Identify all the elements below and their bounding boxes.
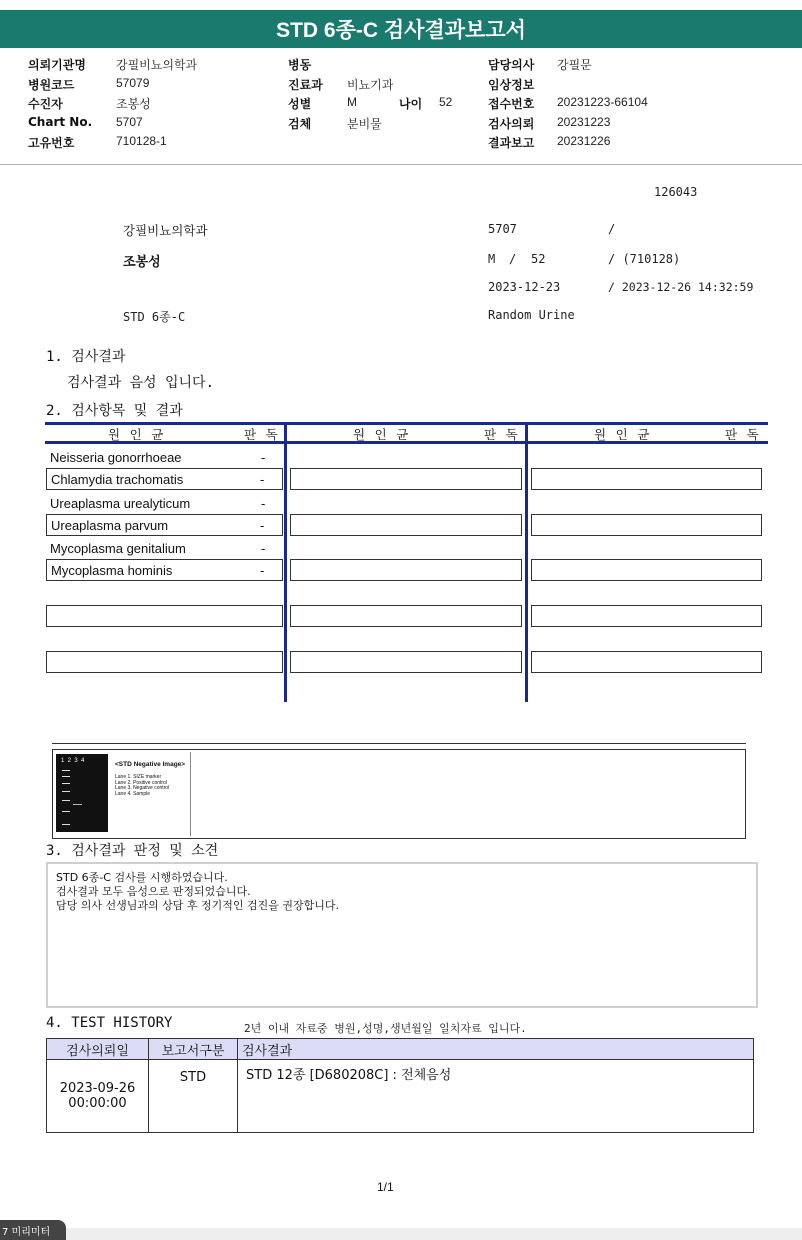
report-test-name: STD 6종-C	[123, 310, 186, 324]
value-doctor: 강필문	[557, 58, 592, 72]
report-hospital: 강필비뇨의학과	[123, 223, 208, 238]
label-institution: 의뢰기관명	[28, 58, 86, 72]
col3-organism-header: 원 인 균	[594, 427, 651, 442]
gel-image-divider	[190, 752, 191, 836]
gel-band	[73, 804, 82, 805]
gel-band	[62, 824, 70, 825]
section2-title: 2. 검사항목 및 결과	[46, 403, 183, 419]
gel-band	[62, 811, 70, 812]
report-chart-slash: /	[608, 222, 616, 236]
col3-judge-header: 판 독	[725, 427, 760, 442]
organism-result: -	[261, 540, 266, 556]
value-institution: 강필비뇨의학과	[116, 58, 198, 72]
value-unique-no: 710128-1	[116, 134, 167, 148]
comment-box	[46, 862, 758, 1008]
result-row	[46, 492, 283, 514]
value-department: 비뇨기과	[347, 77, 394, 92]
organism-name: Chlamydia trachomatis	[51, 471, 184, 487]
value-age: 52	[439, 95, 453, 109]
col2-judge-header: 판 독	[484, 427, 519, 442]
gel-band	[62, 783, 70, 784]
value-request-date: 20231223	[557, 114, 611, 129]
gel-legend-item: Lane 4. Sample	[115, 790, 151, 797]
empty-result-cell	[531, 468, 762, 490]
value-hospital-code: 57079	[116, 75, 150, 90]
value-chart-no: 5707	[116, 114, 143, 129]
label-request-date: 검사의뢰	[488, 116, 535, 131]
empty-result-cell	[531, 559, 762, 581]
preview-tab-label: 7 미리미터	[2, 1226, 51, 1238]
history-result: STD 12종 [D680208C] : 전체음성	[238, 1060, 754, 1133]
report-patient: 조봉성	[123, 255, 161, 270]
history-col-result: 검사결과	[238, 1039, 754, 1060]
gel-band	[62, 791, 70, 792]
gel-band	[62, 770, 70, 771]
gel-lane-numbers: 1 2 3 4	[61, 758, 85, 764]
history-table	[46, 1038, 754, 1133]
label-clinical-info: 임상정보	[488, 77, 535, 92]
label-department: 진료과	[288, 77, 323, 92]
result-row	[46, 559, 283, 581]
report-title-bar	[0, 10, 802, 48]
empty-result-cell	[531, 605, 762, 627]
report-number: 126043	[654, 185, 698, 199]
value-report-date: 20231226	[557, 134, 611, 148]
empty-result-cell	[290, 559, 522, 581]
col2-organism-header: 원 인 균	[353, 427, 410, 442]
gel-legend-item: Lane 2. Positive control	[115, 779, 167, 786]
report-request-date: 2023-12-23	[488, 280, 561, 294]
label-chart-no: Chart No.	[28, 114, 93, 129]
col1-organism-header: 원 인 균	[108, 427, 165, 442]
label-receipt-no: 접수번호	[488, 97, 535, 111]
history-col-report-type: 보고서구분	[149, 1039, 238, 1060]
label-age: 나이	[399, 97, 423, 111]
empty-result-cell	[531, 651, 762, 673]
header-col3	[488, 56, 648, 154]
label-report-date: 결과보고	[488, 136, 535, 150]
empty-result-cell	[290, 514, 522, 536]
page-number: 1/1	[377, 1180, 394, 1194]
report-birth: / (710128)	[608, 252, 681, 266]
results-table-divider-1	[284, 422, 287, 702]
report-age: 52	[531, 252, 546, 266]
gel-legend-item: Lane 1. SIZE marker	[115, 774, 162, 780]
history-type: STD	[149, 1060, 238, 1133]
organism-name: Ureaplasma parvum	[51, 517, 169, 533]
label-hospital-code: 병원코드	[28, 77, 75, 92]
header-divider	[0, 164, 802, 165]
section3-title: 3. 검사결과 판정 및 소견	[46, 843, 219, 859]
section1-title: 1. 검사결과	[46, 349, 126, 365]
label-specimen: 검체	[288, 116, 312, 131]
gel-legend	[115, 775, 169, 797]
report-chart: 5707	[488, 222, 517, 236]
history-time: 00:00:00	[68, 1096, 127, 1111]
label-doctor: 담당의사	[488, 58, 535, 72]
history-table-header	[47, 1039, 754, 1060]
report-sex: M	[488, 252, 496, 266]
gel-electrophoresis-image	[56, 754, 108, 832]
gel-band	[62, 800, 70, 801]
gel-band	[62, 776, 70, 777]
organism-name: Mycoplasma genitalium	[50, 540, 186, 556]
organism-result: -	[261, 449, 266, 465]
history-date-cell	[47, 1060, 149, 1133]
report-datetime: / 2023-12-26 14:32:59	[608, 280, 754, 294]
label-unique-no: 고유번호	[28, 136, 75, 150]
value-sex: M	[347, 95, 357, 109]
comment-line: 담당 의사 선생님과의 상담 후 정기적인 검진을 권장합니다.	[56, 899, 339, 912]
organism-result: -	[260, 562, 265, 578]
value-specimen: 분비물	[347, 116, 382, 131]
result-row	[46, 468, 283, 490]
organism-name: Ureaplasma urealyticum	[50, 495, 191, 511]
result-row	[46, 514, 283, 536]
value-patient: 조봉성	[116, 97, 151, 111]
report-sex-age-sep: /	[509, 252, 517, 266]
comment-line: STD 6종-C 검사를 시행하였습니다.	[56, 871, 228, 884]
organism-name: Neisseria gonorrhoeae	[50, 449, 182, 465]
table-row	[47, 1060, 754, 1133]
section4-note: 2년 이내 자료중 병원,성명,생년월일 일치자료 입니다.	[244, 1022, 527, 1035]
gel-legend-heading: <STD Negative Image>	[115, 761, 186, 768]
report-title: STD 6종-C 검사결과보고서	[276, 19, 526, 42]
gel-top-rule	[52, 743, 746, 744]
empty-result-cell	[531, 514, 762, 536]
organism-name: Mycoplasma hominis	[51, 562, 173, 578]
empty-result-cell	[290, 468, 522, 490]
empty-result-cell	[290, 605, 522, 627]
history-date: 2023-09-26	[59, 1081, 136, 1096]
empty-result-cell	[46, 605, 283, 627]
header-col1	[28, 56, 197, 154]
comment-line: 검사결과 모두 음성으로 판정되었습니다.	[56, 885, 251, 898]
report-specimen: Random Urine	[488, 308, 575, 322]
organism-result: -	[260, 471, 265, 487]
preview-tab[interactable]	[0, 1220, 66, 1240]
section1-text: 검사결과 음성 입니다.	[67, 375, 215, 391]
bottom-strip	[0, 1228, 802, 1240]
empty-result-cell	[290, 651, 522, 673]
col1-judge-header: 판 독	[244, 427, 279, 442]
label-ward: 병동	[288, 58, 312, 72]
history-col-request-date: 검사의뢰일	[47, 1039, 149, 1060]
results-table-divider-2	[525, 422, 528, 702]
gel-legend-item: Lane 3. Negative control	[115, 785, 170, 791]
result-row	[46, 446, 283, 468]
value-receipt-no: 20231223-66104	[557, 95, 648, 109]
empty-result-cell	[46, 651, 283, 673]
label-patient: 수진자	[28, 97, 63, 111]
organism-result: -	[261, 495, 266, 511]
label-sex: 성별	[288, 97, 312, 111]
result-row	[46, 537, 283, 559]
section4-title: 4. TEST HISTORY	[46, 1015, 173, 1031]
header-col2	[288, 56, 452, 134]
organism-result: -	[260, 517, 265, 533]
